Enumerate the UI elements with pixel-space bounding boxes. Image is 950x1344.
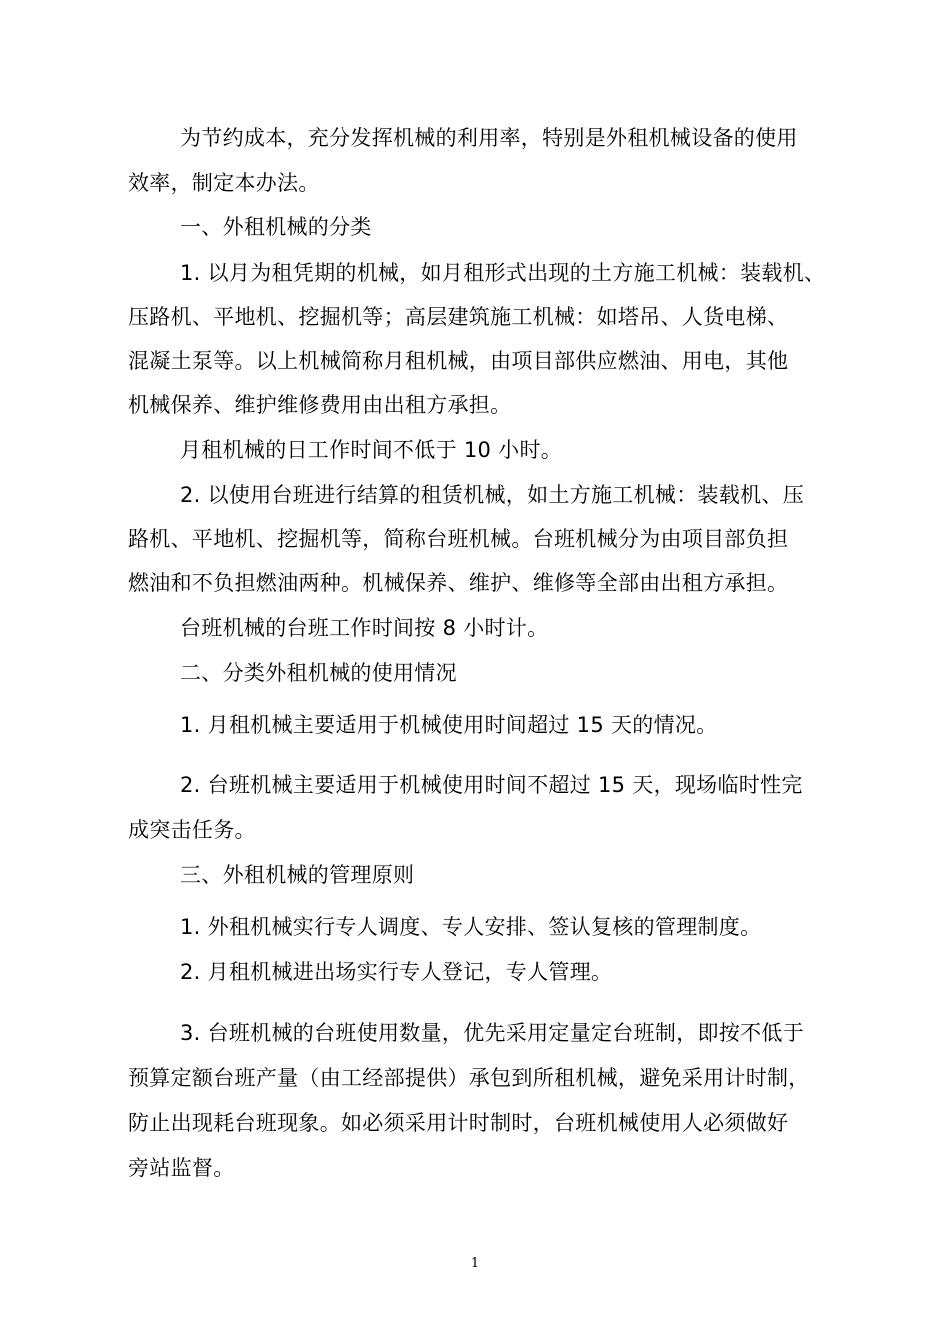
paragraph-line: 燃油和不负担燃油两种。机械保养、维护、维修等全部由出租方承担。 — [128, 571, 789, 595]
paragraph-line: 3. 台班机械的台班使用数量，优先采用定量定台班制，即按不低于 — [180, 1021, 805, 1045]
paragraph-line: 预算定额台班产量（由工经部提供）承包到所租机械，避免采用计时制， — [128, 1066, 810, 1090]
paragraph-line: 混凝土泵等。以上机械简称月租机械，由项目部供应燃油、用电，其他 — [128, 349, 789, 373]
paragraph-line: 旁站监督。 — [128, 1156, 235, 1180]
paragraph-line: 压路机、平地机、挖掘机等；高层建筑施工机械：如塔吊、人货电梯、 — [128, 305, 789, 329]
paragraph-line: 1. 外租机械实行专人调度、专人安排、签认复核的管理制度。 — [180, 915, 762, 939]
paragraph-line: 2. 台班机械主要适用于机械使用时间不超过 15 天，现场临时性完 — [180, 773, 803, 797]
page-number: 1 — [470, 1256, 480, 1271]
paragraph-line: 2. 以使用台班进行结算的租赁机械，如土方施工机械：装载机、压 — [180, 483, 805, 507]
paragraph-line: 为节约成本，充分发挥机械的利用率，特别是外租机械设备的使用 — [180, 126, 798, 150]
section-heading: 三、外租机械的管理原则 — [180, 863, 415, 887]
paragraph-line: 2. 月租机械进出场实行专人登记，专人管理。 — [180, 960, 613, 984]
paragraph-line: 成突击任务。 — [128, 818, 256, 842]
section-heading: 二、分类外租机械的使用情况 — [180, 661, 457, 685]
paragraph-line: 路机、平地机、挖掘机等，简称台班机械。台班机械分为由项目部负担 — [128, 527, 789, 551]
paragraph-line: 防止出现耗台班现象。如必须采用计时制时，台班机械使用人必须做好 — [128, 1111, 789, 1135]
paragraph-line: 1. 月租机械主要适用于机械使用时间超过 15 天的情况。 — [180, 713, 718, 737]
paragraph-line: 1. 以月为租凭期的机械，如月租形式出现的土方施工机械：装载机、 — [180, 261, 826, 285]
paragraph-line: 效率，制定本办法。 — [128, 171, 320, 195]
paragraph-line: 月租机械的日工作时间不低于 10 小时。 — [180, 438, 563, 462]
paragraph-line: 机械保养、维护维修费用由出租方承担。 — [128, 393, 512, 417]
section-heading: 一、外租机械的分类 — [180, 215, 372, 239]
paragraph-line: 台班机械的台班工作时间按 8 小时计。 — [180, 616, 549, 640]
